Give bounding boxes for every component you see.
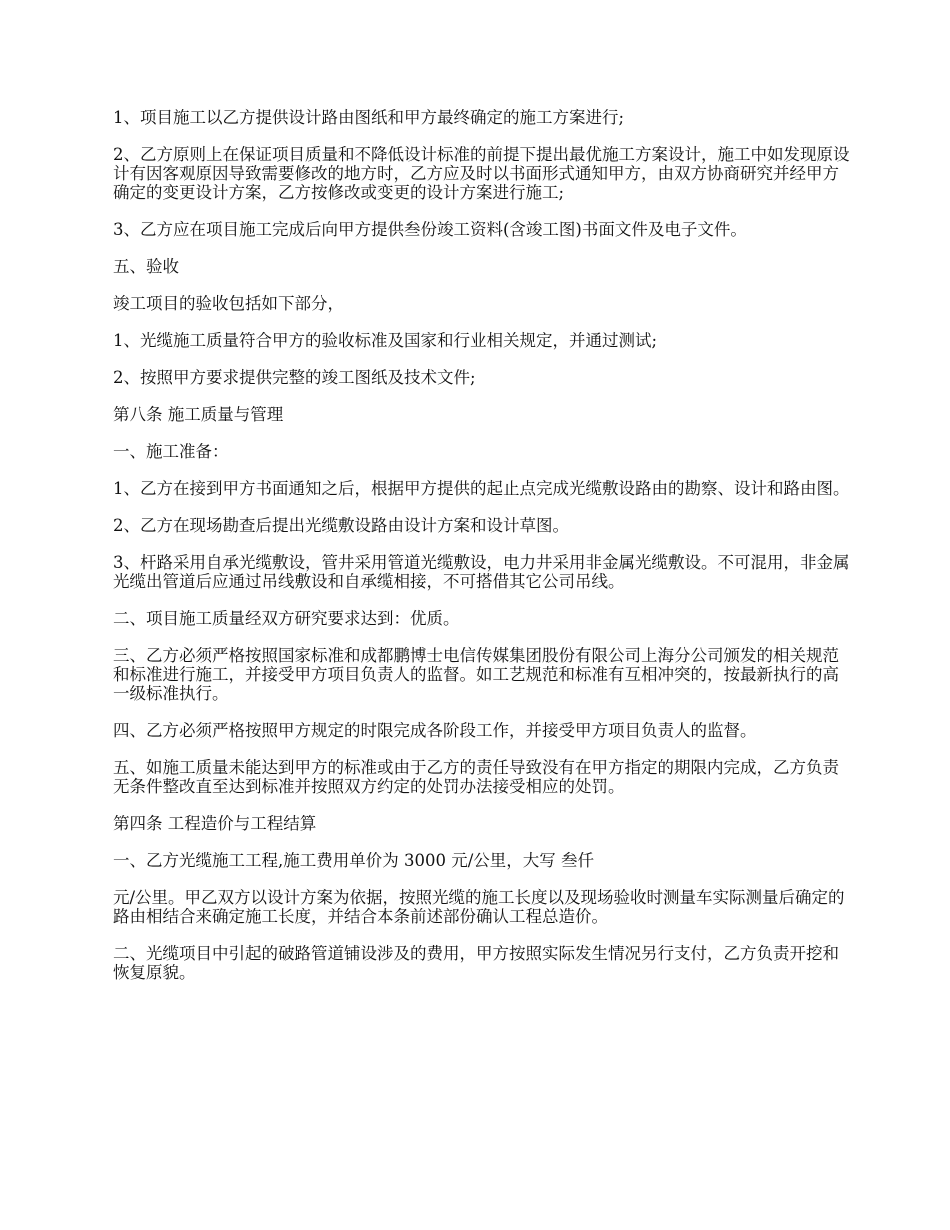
paragraph-acceptance-docs: 2、按照甲方要求提供完整的竣工图纸及技术文件;	[113, 368, 476, 387]
paragraph-length-basis: 元/公里。甲乙双方以设计方案为依据，按照光缆的施工长度以及现场验收时测量车实际测量后确定的路由相结合来确定施工长度，并结合本条前述部份确认工程总造价。	[113, 888, 845, 926]
article-heading-quality: 第八条 施工质量与管理	[113, 405, 284, 424]
paragraph-design-draft: 2、乙方在现场勘查后提出光缆敷设路由设计方案和设计草图。	[113, 516, 569, 535]
paragraph-standards: 三、乙方必须严格按照国家标准和成都鹏博士电信传媒集团股份有限公司上海分公司颁发的相关规范和标准进行施工，并接受甲方项目负责人的监督。如工艺规范和标准有互相冲突的，按最新执行的高一级标准执行。	[113, 646, 839, 703]
document-body	[113, 108, 853, 1000]
paragraph-design-route: 1、项目施工以乙方提供设计路由图纸和甲方最终确定的施工方案进行;	[113, 108, 625, 127]
paragraph-acceptance-intro: 竣工项目的验收包括如下部分，	[113, 294, 344, 313]
section-heading-preparation: 一、施工准备：	[113, 442, 229, 461]
paragraph-optimal-plan: 2、乙方原则上在保证项目质量和不降低设计标准的前提下提出最优施工方案设计，施工中如发现原设计有因客观原因导致需要修改的地方时，乙方应及时以书面形式通知甲方，由双方协商研究并经甲方确定的变更设计方案，乙方按修改或变更的设计方案进行施工;	[113, 145, 850, 202]
paragraph-survey: 1、乙方在接到甲方书面通知之后，根据甲方提供的起止点完成光缆敷设路由的勘察、设计和路由图。	[113, 479, 850, 498]
article-heading-cost: 第四条 工程造价与工程结算	[113, 814, 317, 833]
section-heading-acceptance: 五、验收	[113, 257, 179, 276]
paragraph-unit-price: 一、乙方光缆施工工程,施工费用单价为 3000 元/公里，大写 叁仟	[113, 851, 595, 870]
paragraph-road-costs: 二、光缆项目中引起的破路管道铺设涉及的费用，甲方按照实际发生情况另行支付，乙方负责开挖和恢复原貌。	[113, 944, 839, 982]
paragraph-deadlines: 四、乙方必须严格按照甲方规定的时限完成各阶段工作，并接受甲方项目负责人的监督。	[113, 721, 757, 740]
paragraph-acceptance-quality: 1、光缆施工质量符合甲方的验收标准及国家和行业相关规定，并通过测试;	[113, 331, 658, 350]
paragraph-completion-docs: 3、乙方应在项目施工完成后向甲方提供叁份竣工资料(含竣工图)书面文件及电子文件。	[113, 220, 747, 239]
paragraph-quality-level: 二、项目施工质量经双方研究要求达到：优质。	[113, 609, 460, 628]
paragraph-penalty: 五、如施工质量未能达到甲方的标准或由于乙方的责任导致没有在甲方指定的期限内完成，乙方负责无条件整改直至达到标准并按照双方约定的处罚办法接受相应的处罚。	[113, 758, 839, 796]
paragraph-cable-laying: 3、杆路采用自承光缆敷设，管井采用管道光缆敷设，电力井采用非金属光缆敷设。不可混用，非金属光缆出管道后应通过吊线敷设和自承缆相接，不可搭借其它公司吊线。	[113, 553, 850, 591]
